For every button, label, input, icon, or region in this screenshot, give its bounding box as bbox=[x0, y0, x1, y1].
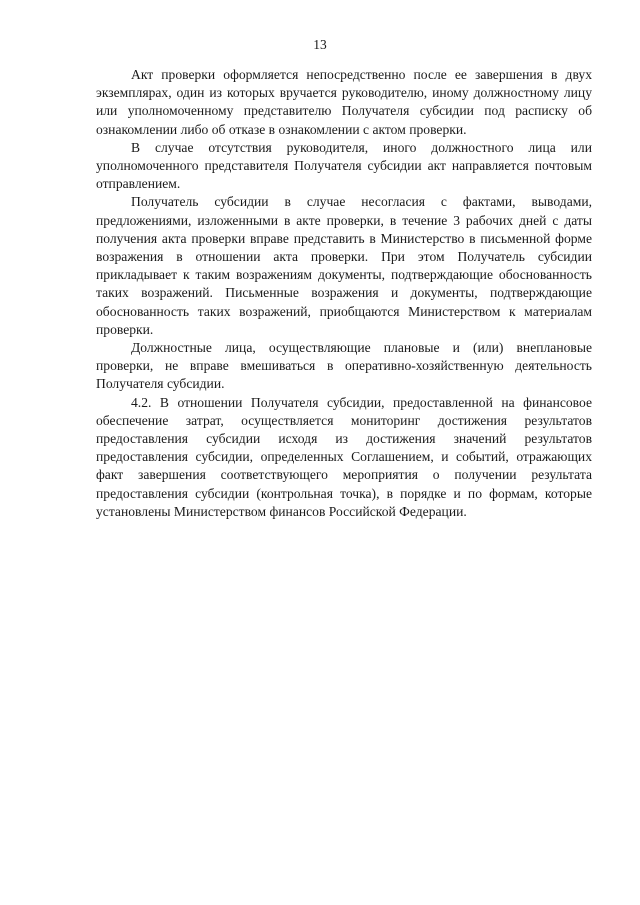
paragraph-objections: Получатель субсидии в случае несогласия с фактами, выводами, предложениями, изложенными в акте проверки, в течение 3 рабочих дней с даты получения акта проверки вправе представить в Министерство в письменной форме возражения в отношении акта проверки. При этом Получатель субсидии прикладывает к таким возражениям документы, подтверждающие обоснованность таких возражений. Письменные возражения и документы, подтверждающие обоснованность таких возражений, приобщаются Министерством к материалам проверки. bbox=[96, 194, 592, 337]
paragraph-absence-of-head: В случае отсутствия руководителя, иного должностного лица или уполномоченного представителя Получателя субсидии акт направляется почтовым отправлением. bbox=[96, 139, 592, 192]
paragraph-officials: Должностные лица, осуществляющие плановые и (или) внеплановые проверки, не вправе вмешиваться в оперативно-хозяйственную деятельность Получателя субсидии. bbox=[96, 340, 592, 392]
paragraph-inspection-act: Акт проверки оформляется непосредственно после ее завершения в двух экземплярах, один из которых вручается руководителю, иному должностному лицу или уполномоченному представителю Получателя субсидии под расписку об ознакомлении либо об отказе в ознакомлении с актом проверки. bbox=[96, 67, 592, 137]
paragraph-monitoring: 4.2. В отношении Получателя субсидии, предоставленной на финансовое обеспечение затрат, осуществляется мониторинг достижения результатов предоставления субсидии исходя из достижения значений результатов предоставления субсидии, определенных Соглашением, и событий, отражающих факт завершения соответствующего мероприятия о получении результата предоставления субсидии (контрольная точка), в порядке и по формам, которые установлены Министерством финансов Российской Федерации. bbox=[96, 394, 592, 519]
page-number: 13 bbox=[313, 37, 327, 52]
document-body bbox=[96, 66, 592, 521]
